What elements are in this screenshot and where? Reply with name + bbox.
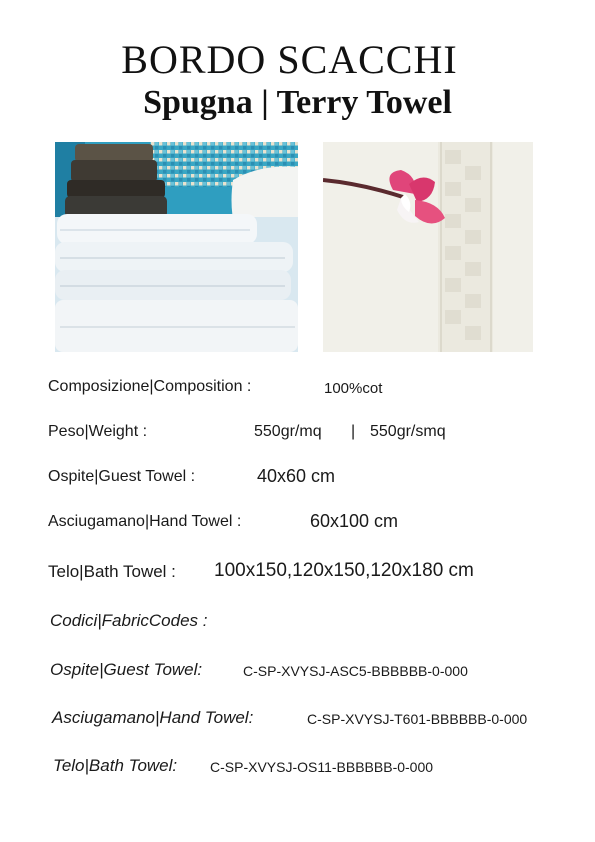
towel-flower-photo [323, 142, 533, 352]
hand-code-label: Asciugamano|Hand Towel: [52, 708, 254, 727]
weight-value-primary: 550gr/mq [254, 423, 322, 440]
product-subtitle: Spugna | Terry Towel [143, 84, 452, 121]
bath-size-label: Telo|Bath Towel : [48, 562, 176, 581]
guest-size-value: 40x60 cm [257, 466, 336, 486]
product-title: BORDO SCACCHI [121, 37, 458, 82]
guest-size-label: Ospite|Guest Towel : [48, 468, 196, 485]
bath-code-value: C-SP-XVYSJ-OS11-BBBBBB-0-000 [210, 759, 434, 775]
bath-size-value: 100x150,120x150,120x180 cm [214, 560, 474, 581]
composition-value: 100%cot [324, 380, 383, 397]
weight-value-secondary: 550gr/smq [370, 423, 446, 440]
hand-code-value: C-SP-XVYSJ-T601-BBBBBB-0-000 [307, 711, 528, 727]
composition-label: Composizione|Composition : [48, 378, 252, 395]
towel-stack-photo [55, 142, 298, 352]
fabric-codes-heading: Codici|FabricCodes : [50, 611, 208, 630]
hand-size-label: Asciugamano|Hand Towel : [48, 513, 242, 530]
guest-code-label: Ospite|Guest Towel: [50, 660, 203, 679]
bath-code-label: Telo|Bath Towel: [53, 756, 178, 775]
weight-separator: | [351, 423, 356, 440]
weight-label: Peso|Weight : [48, 423, 148, 440]
guest-code-value: C-SP-XVYSJ-ASC5-BBBBBB-0-000 [243, 663, 468, 679]
hand-size-value: 60x100 cm [310, 511, 399, 531]
